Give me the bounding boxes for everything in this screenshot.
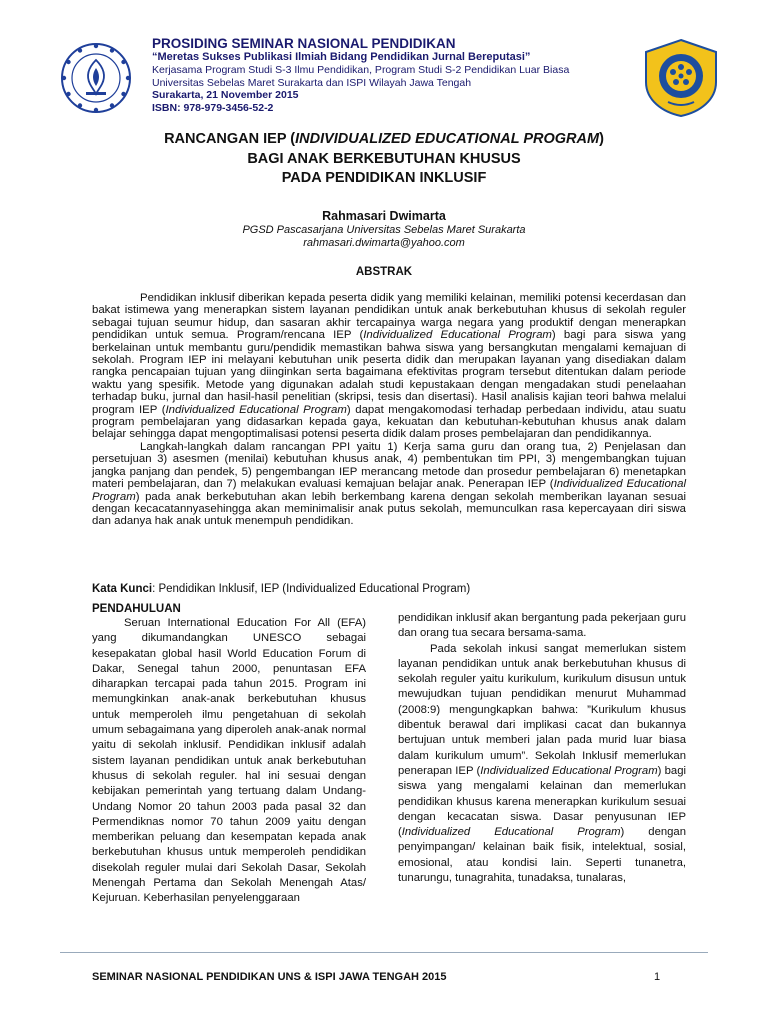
footer-text: SEMINAR NASIONAL PENDIDIKAN UNS & ISPI JAWA TENGAH 2015 [92, 971, 447, 983]
uns-logo-icon [60, 42, 132, 114]
abstract-heading: ABSTRAK [355, 266, 413, 278]
abstract-paragraph-1: Pendidikan inklusif diberikan kepada peserta didik yang memiliki kelainan, memiliki potensi kecerdasan dan bakat istimewa yang menerapkan sistem layanan pendidikan untuk anak berkebutuhan khusus di sekolah reguler sebagai tujuan seumur hidup, dan sasaran akhir tercapainya warga negara yang produktif dengan menerapkan pendidikan untuk semua. Program/rencana IEP (Individualized Educational Program) bagi para siswa yang berkelainan untuk membantu guru/pendidik memastikan bahwa siswa yang bersangkutan mengalami kemajuan di sekolah. Program IEP ini melayani kebutuhan unik peserta didik dan merupakan layanan yang disediakan dalam rangka pencapaian tujuan yang diinginkan serta bagaimana efektivitas program tersebut ditentukan dalam periode waktu yang spesifik. Metode yang digunakan adalah studi kepustakaan dengan mengadakan studi penelaahan terhadap buku, jurnal dan hasil-hasil penelitian (skripsi, tesis dan disertasi). Hasil analisis kajian teori bahwa melalui program IEP (Individualized Educational Program) dapat mengakomodasi terhadap perbedaan individu, atau suatu program pembelajaran yang didasarkan kepada gaya, kekuatan dan kebutuhan-kebutuhan khusus anak dalam belajar sehingga dapat mengoptimalisasi potensi peserta didik dalam proses pembelajaran dan pendidikannya. [92, 292, 686, 441]
title-line-3: PADA PENDIDIKAN INKLUSIF [281, 170, 487, 186]
intro-paragraph-2: Pada sekolah inkusi sangat memerlukan sistem layanan pendidikan untuk anak berkebutuhan khusus di sekolah reguler yaitu kurikulum, kurikulum disusun untuk mewujudkan tujuan pendidikan menurut Muhammad (2008:9) mengungkapkan bahwa: ”Kurikulum khusus dibentuk berawal dari implikasi cacat dan bukannya bertujuan untuk memberi jalan pada murid luar biasa dalam kurikulum umum”. Sekolah Inklusif memerlukan penerapan IEP (Individualized Educational Program) bagi siswa yang mengalami kelainan dan memerlukan pendidikan khusus karena menerapkan kurikulum sesuai dengan kecacatan siswa. Dasar penyusunan IEP (Individualized Educational Program) dengan penyimpangan/ kelainan baik fisik, intelektual, sosial, emosional, atau kondisi lain. Seperti tunanetra, tunarungu, tunagrahita, tunadaksa, tunalaras, [398, 642, 686, 885]
cooperation-line-1: Kerjasama Program Studi S-3 Ilmu Pendidikan, Program Studi S-2 Pendidikan Luar Biasa [152, 64, 570, 76]
left-column [92, 616, 366, 907]
keywords-line [92, 583, 686, 595]
paper-title [60, 130, 708, 189]
section-heading-pendahuluan: PENDAHULUAN [92, 603, 181, 615]
page-header [60, 36, 720, 122]
page-number: 1 [654, 971, 661, 983]
keywords-label: Kata Kunci [92, 583, 153, 595]
author-affiliation: PGSD Pascasarjana Universitas Sebelas Maret Surakarta [242, 224, 526, 236]
right-column [398, 611, 686, 886]
keywords-text: : Pendidikan Inklusif, IEP (Individualized Educational Program) [152, 583, 471, 595]
intro-paragraph-1: Seruan International Education For All (EFA) yang dikumandangkan UNESCO sebagai kesepakatan global hasil World Education Forum di Dakar, Senegal tahun 2000, penuntasan EFA diharapkan tercapai pada tahun 2015. Program ini memungkinkan anak-anak berkebutuhan khusus untuk memperoleh ilmu pengetahuan di sekolah umum sebagaimana yang diperoleh anak-anak normal yaitu di sekolah inklusif. Pendidikan inklusif adalah sistem layanan pendidikan untuk anak berkebutuhan khusus di sekolah reguler. hal ini sesuai dengan kebijakan pemerintah yang tertuang dalam Undang-Undang Nomor 20 tahun 2003 pada pasal 32 dan Permendiknas nomor 70 tahun 2009 yaitu dengan memberikan peluang dan kesempatan kepada anak berkebutuhan khusus untuk memperoleh pendidikan disekolah reguler mulai dari Sekolah Dasar, Sekolah Menengah Pertama dan Sekolah Menengah Atas/ Kejuruan. Keberhasilan penyelenggaraan [92, 617, 366, 905]
proceedings-title: PROSIDING SEMINAR NASIONAL PENDIDIKAN [152, 36, 456, 51]
seminar-date: Surakarta, 21 November 2015 [152, 89, 299, 101]
abstract-body [92, 292, 686, 528]
author-email: rahmasari.dwimarta@yahoo.com [303, 237, 465, 249]
ispi-logo-icon [642, 38, 720, 118]
title-line-1: RANCANGAN IEP (INDIVIDUALIZED EDUCATIONAL PROGRAM) [164, 131, 604, 147]
abstract-paragraph-2: Langkah-langkah dalam rancangan PPI yaitu 1) Kerja sama guru dan orang tua, 2) Penjelasan dan persetujuan 3) asesmen (menilai) kebutuhan khusus anak, 4) pembentukan tim PPI, 3) mengembangkan tujuan jangka panjang dan pendek, 5) pengembangan IEP merancang metode dan prosedur pembelajaran 6) menetapkan materi pembelajaran, dan 7) melakukan evaluasi kemajuan belajar anak. Penerapan IEP (Individualized Educational Program) pada anak berkebutuhan akan lebih berkembang karena dengan sekolah memberikan layanan sesuai dengan kecacatannyasehingga akan meminimalisir anak putus sekolah, memunculkan rasa kepercayaan diri siswa dan adanya hak anak untuk menempuh pendidikan. [92, 440, 686, 528]
intro-paragraph-1-cont: pendidikan inklusif akan bergantung pada pekerjaan guru dan orang tua secara bersama-sama. [398, 612, 686, 640]
footer-divider [60, 952, 708, 953]
isbn: ISBN: 978-979-3456-52-2 [152, 101, 274, 114]
proceedings-slogan: “Meretas Sukses Publikasi Ilmiah Bidang Pendidikan Jurnal Bereputasi” [152, 51, 531, 63]
author-block [60, 208, 708, 250]
cooperation-line-2: Universitas Sebelas Maret Surakarta dan ISPI Wilayah Jawa Tengah [152, 76, 472, 89]
title-line-2: BAGI ANAK BERKEBUTUHAN KHUSUS [247, 150, 521, 167]
author-name: Rahmasari Dwimarta [322, 209, 446, 223]
